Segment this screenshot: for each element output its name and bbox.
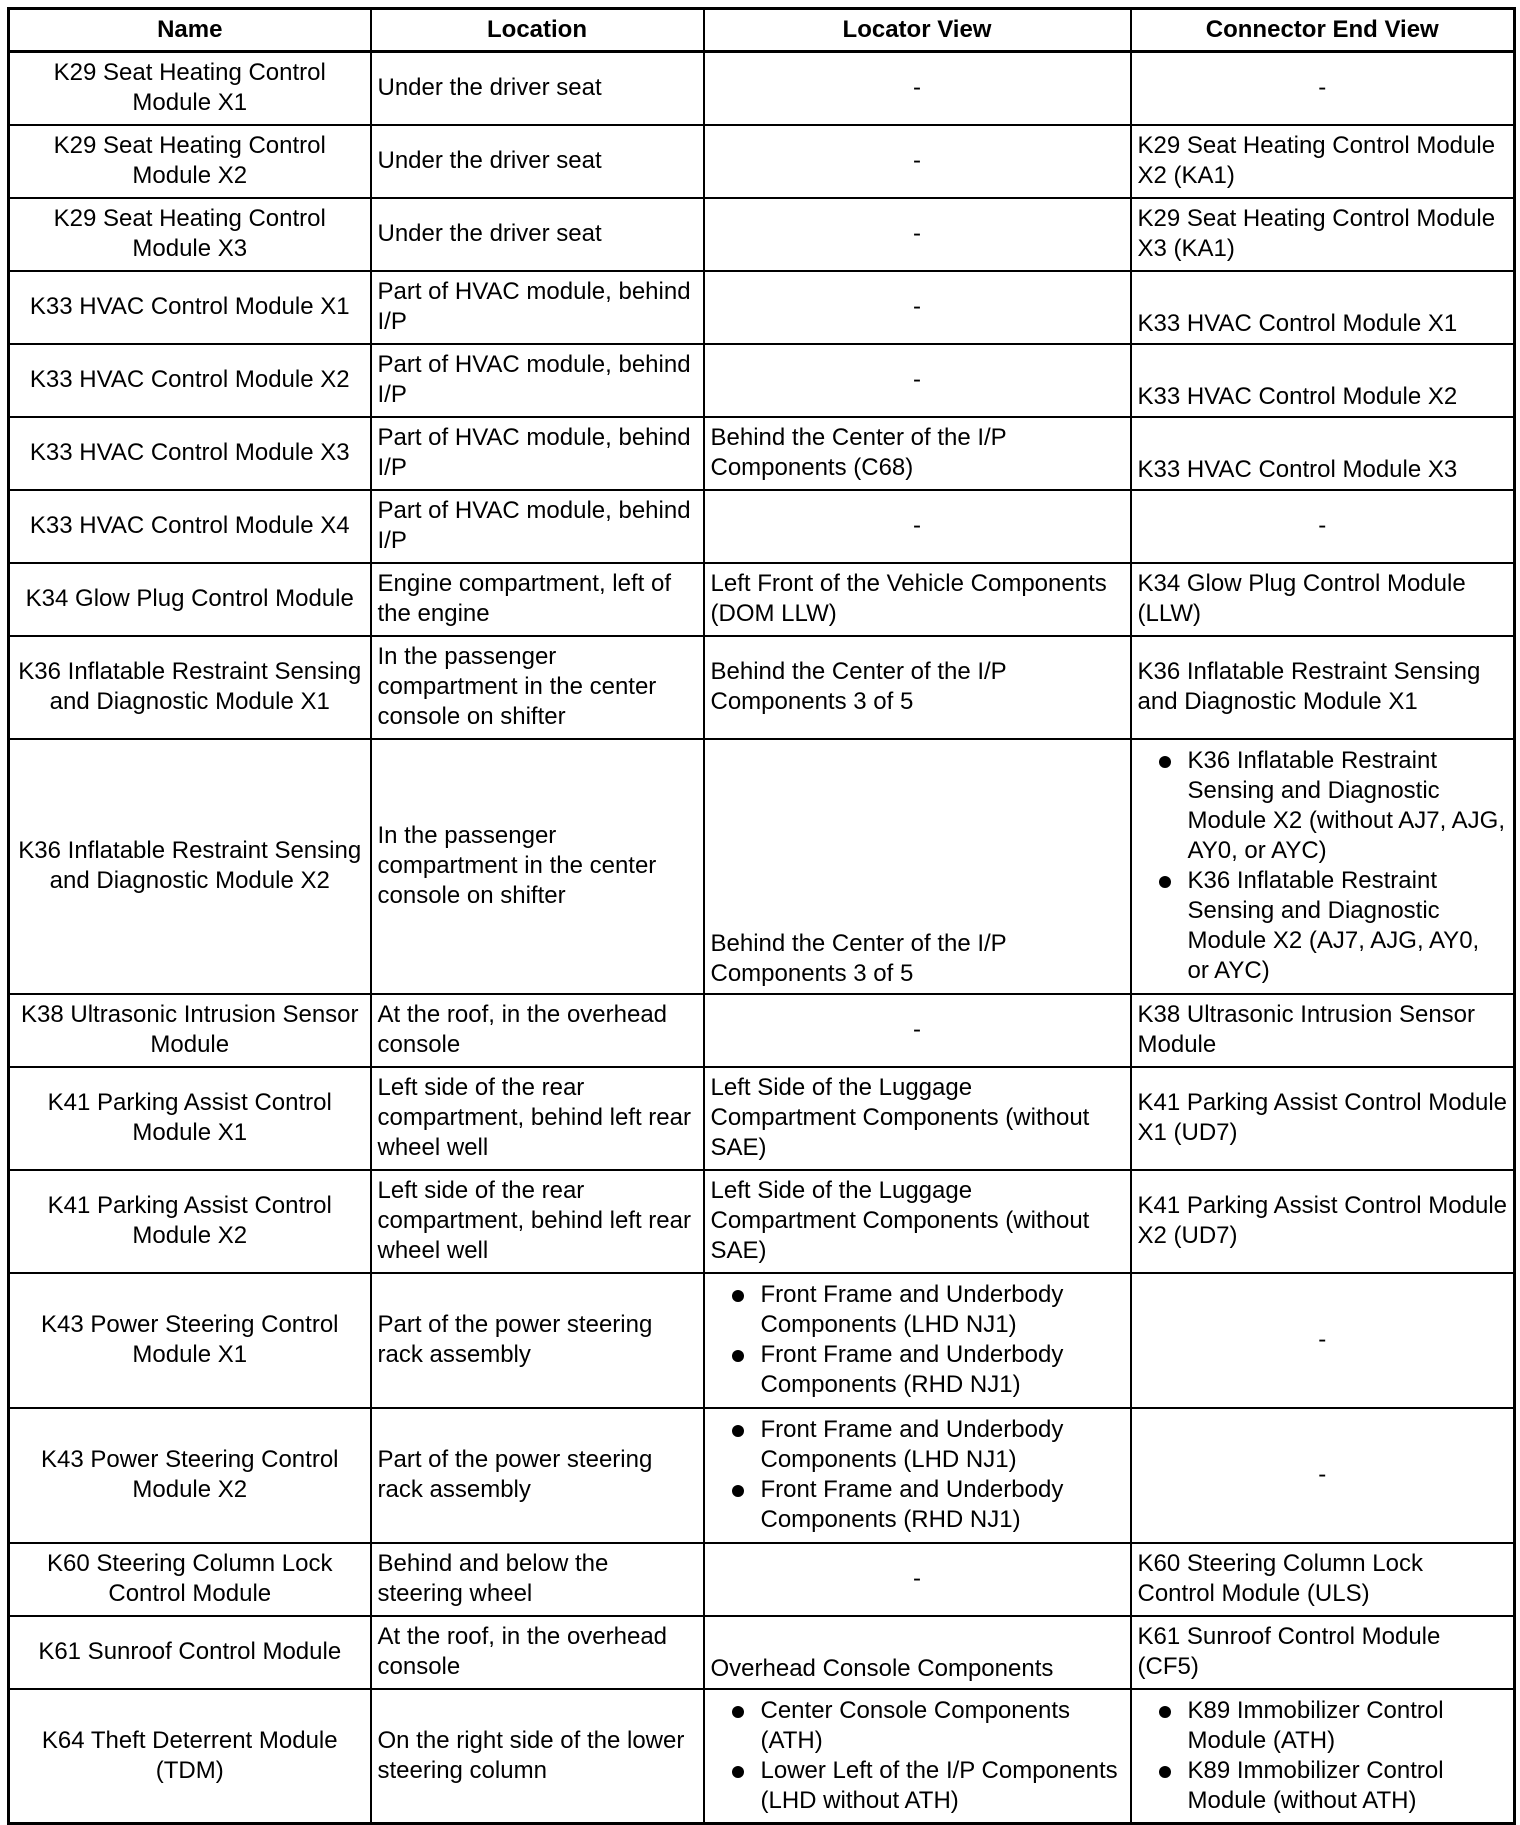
table-row xyxy=(9,1689,1515,1824)
cell-connector-end-view: K29 Seat Heating Control Module X2 (KA1) xyxy=(1131,125,1515,198)
table-row xyxy=(9,417,1515,490)
cell-location: On the right side of the lower steering column xyxy=(371,1689,704,1824)
cell-connector-end-view: K41 Parking Assist Control Module X1 (UD7) xyxy=(1131,1067,1515,1170)
cell-locator-view: Behind the Center of the I/P Components (C68) xyxy=(704,417,1131,490)
cell-location: At the roof, in the overhead console xyxy=(371,1616,704,1689)
cell-locator-view: - xyxy=(704,198,1131,271)
cell-location: Part of HVAC module, behind I/P xyxy=(371,417,704,490)
cell-name: K33 HVAC Control Module X1 xyxy=(9,271,371,344)
cell-connector-end-view: K33 HVAC Control Module X2 xyxy=(1131,344,1515,417)
cell-connector-end-view: K33 HVAC Control Module X3 xyxy=(1131,417,1515,490)
table-row xyxy=(9,563,1515,636)
cell-connector-end-view: K38 Ultrasonic Intrusion Sensor Module xyxy=(1131,994,1515,1067)
table-row xyxy=(9,271,1515,344)
cell-name: K43 Power Steering Control Module X2 xyxy=(9,1408,371,1543)
cell-connector-end-view: K61 Sunroof Control Module (CF5) xyxy=(1131,1616,1515,1689)
cell-name: K41 Parking Assist Control Module X2 xyxy=(9,1170,371,1273)
table-row xyxy=(9,739,1515,994)
cell-locator-view: - xyxy=(704,271,1131,344)
cell-location: Left side of the rear compartment, behind left rear wheel well xyxy=(371,1170,704,1273)
table-row xyxy=(9,52,1515,125)
table-row xyxy=(9,1067,1515,1170)
cell-name: K61 Sunroof Control Module xyxy=(9,1616,371,1689)
list-item: Lower Left of the I/P Components (LHD without ATH) xyxy=(711,1756,1124,1816)
cell-name: K33 HVAC Control Module X2 xyxy=(9,344,371,417)
cell-connector-end-view: - xyxy=(1131,490,1515,563)
cell-name: K43 Power Steering Control Module X1 xyxy=(9,1273,371,1408)
list-item: Center Console Components (ATH) xyxy=(711,1696,1124,1756)
cell-connector-end-view: - xyxy=(1131,1273,1515,1408)
cell-location: Behind and below the steering wheel xyxy=(371,1543,704,1616)
cell-locator-view: Left Front of the Vehicle Components (DOM LLW) xyxy=(704,563,1131,636)
table-row xyxy=(9,125,1515,198)
table-row xyxy=(9,1616,1515,1689)
cell-locator-view: Left Side of the Luggage Compartment Components (without SAE) xyxy=(704,1170,1131,1273)
cell-location: Under the driver seat xyxy=(371,198,704,271)
cell-location: Part of HVAC module, behind I/P xyxy=(371,490,704,563)
cell-locator-view: - xyxy=(704,1543,1131,1616)
cell-locator-view: - xyxy=(704,125,1131,198)
cell-connector-end-view: K34 Glow Plug Control Module (LLW) xyxy=(1131,563,1515,636)
cell-name: K29 Seat Heating Control Module X2 xyxy=(9,125,371,198)
cell-locator-view: - xyxy=(704,52,1131,125)
table-row xyxy=(9,994,1515,1067)
cell-locator-view xyxy=(704,1689,1131,1824)
header-location: Location xyxy=(371,9,704,52)
list-item: Front Frame and Underbody Components (RHD NJ1) xyxy=(711,1340,1124,1400)
cell-location: Part of HVAC module, behind I/P xyxy=(371,271,704,344)
component-locator-table xyxy=(7,7,1516,1825)
cell-location: At the roof, in the overhead console xyxy=(371,994,704,1067)
cell-name: K29 Seat Heating Control Module X3 xyxy=(9,198,371,271)
list-item: Front Frame and Underbody Components (LHD NJ1) xyxy=(711,1280,1124,1340)
cell-connector-end-view: - xyxy=(1131,52,1515,125)
cell-location: Left side of the rear compartment, behind left rear wheel well xyxy=(371,1067,704,1170)
cell-locator-view xyxy=(704,1273,1131,1408)
cell-connector-end-view: - xyxy=(1131,1408,1515,1543)
cell-name: K64 Theft Deterrent Module (TDM) xyxy=(9,1689,371,1824)
table-row xyxy=(9,344,1515,417)
locator-list xyxy=(711,1415,1124,1535)
cell-name: K36 Inflatable Restraint Sensing and Diagnostic Module X2 xyxy=(9,739,371,994)
cell-location: Engine compartment, left of the engine xyxy=(371,563,704,636)
list-item: Front Frame and Underbody Components (RHD NJ1) xyxy=(711,1475,1124,1535)
cell-locator-view: Behind the Center of the I/P Components 3 of 5 xyxy=(704,739,1131,994)
cell-name: K33 HVAC Control Module X4 xyxy=(9,490,371,563)
cell-connector-end-view: K41 Parking Assist Control Module X2 (UD7) xyxy=(1131,1170,1515,1273)
cell-locator-view xyxy=(704,1408,1131,1543)
cell-location: Under the driver seat xyxy=(371,52,704,125)
locator-list xyxy=(711,1696,1124,1816)
header-row xyxy=(9,9,1515,52)
cell-location: In the passenger compartment in the center console on shifter xyxy=(371,636,704,739)
connector-list xyxy=(1138,1696,1508,1816)
cell-connector-end-view: K60 Steering Column Lock Control Module (ULS) xyxy=(1131,1543,1515,1616)
cell-location: Part of HVAC module, behind I/P xyxy=(371,344,704,417)
cell-name: K36 Inflatable Restraint Sensing and Diagnostic Module X1 xyxy=(9,636,371,739)
header-connector-end-view: Connector End View xyxy=(1131,9,1515,52)
list-item: K89 Immobilizer Control Module (ATH) xyxy=(1138,1696,1508,1756)
table-row xyxy=(9,636,1515,739)
table-row xyxy=(9,1408,1515,1543)
cell-locator-view: Behind the Center of the I/P Components 3 of 5 xyxy=(704,636,1131,739)
list-item: K36 Inflatable Restraint Sensing and Diagnostic Module X2 (AJ7, AJG, AY0, or AYC) xyxy=(1138,866,1508,986)
connector-list xyxy=(1138,746,1508,986)
table-row xyxy=(9,1273,1515,1408)
cell-location: In the passenger compartment in the center console on shifter xyxy=(371,739,704,994)
cell-location: Part of the power steering rack assembly xyxy=(371,1408,704,1543)
cell-name: K29 Seat Heating Control Module X1 xyxy=(9,52,371,125)
header-locator-view: Locator View xyxy=(704,9,1131,52)
cell-name: K60 Steering Column Lock Control Module xyxy=(9,1543,371,1616)
cell-name: K34 Glow Plug Control Module xyxy=(9,563,371,636)
list-item: K89 Immobilizer Control Module (without ATH) xyxy=(1138,1756,1508,1816)
list-item: K36 Inflatable Restraint Sensing and Diagnostic Module X2 (without AJ7, AJG, AY0, or AYC) xyxy=(1138,746,1508,866)
table-row xyxy=(9,1543,1515,1616)
cell-locator-view: - xyxy=(704,344,1131,417)
locator-list xyxy=(711,1280,1124,1400)
cell-locator-view: - xyxy=(704,994,1131,1067)
list-item: Front Frame and Underbody Components (LHD NJ1) xyxy=(711,1415,1124,1475)
cell-location: Part of the power steering rack assembly xyxy=(371,1273,704,1408)
cell-locator-view: Overhead Console Components xyxy=(704,1616,1131,1689)
cell-connector-end-view: K33 HVAC Control Module X1 xyxy=(1131,271,1515,344)
cell-connector-end-view: K36 Inflatable Restraint Sensing and Diagnostic Module X1 xyxy=(1131,636,1515,739)
table-row xyxy=(9,490,1515,563)
cell-locator-view: - xyxy=(704,490,1131,563)
table-row xyxy=(9,1170,1515,1273)
cell-name: K38 Ultrasonic Intrusion Sensor Module xyxy=(9,994,371,1067)
cell-connector-end-view: K29 Seat Heating Control Module X3 (KA1) xyxy=(1131,198,1515,271)
cell-connector-end-view xyxy=(1131,1689,1515,1824)
cell-location: Under the driver seat xyxy=(371,125,704,198)
cell-locator-view: Left Side of the Luggage Compartment Components (without SAE) xyxy=(704,1067,1131,1170)
cell-name: K33 HVAC Control Module X3 xyxy=(9,417,371,490)
cell-name: K41 Parking Assist Control Module X1 xyxy=(9,1067,371,1170)
table-row xyxy=(9,198,1515,271)
cell-connector-end-view xyxy=(1131,739,1515,994)
header-name: Name xyxy=(9,9,371,52)
